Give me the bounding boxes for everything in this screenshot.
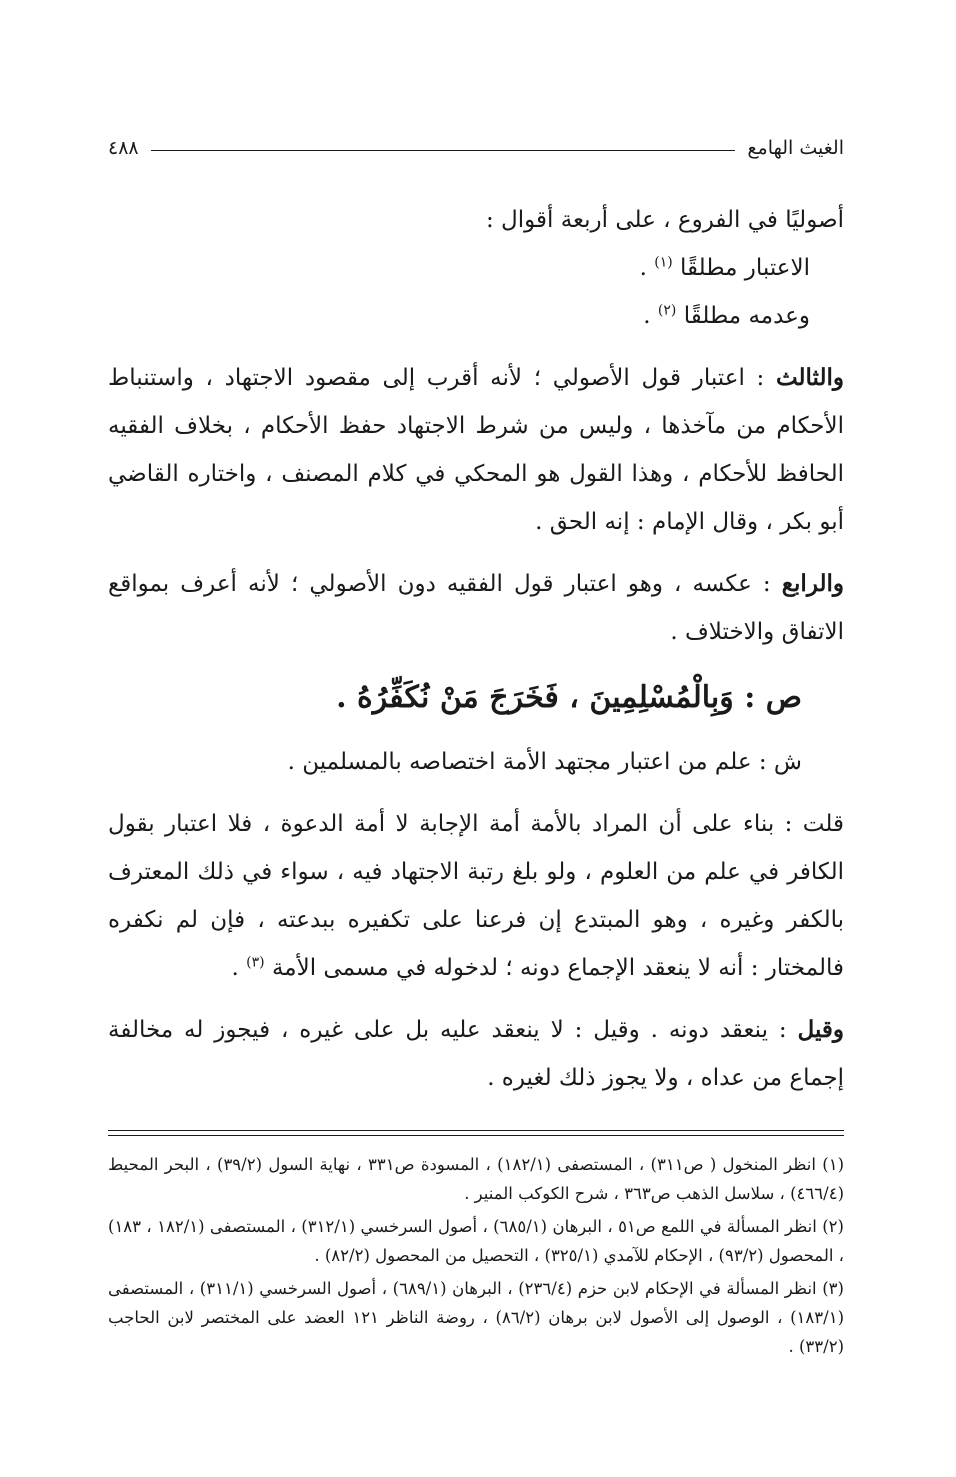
third-label: والثالث (775, 364, 844, 391)
qultu-paragraph: قلت : بناء على أن المراد بالأمة أمة الإجابة لا أمة الدعوة ، فلا اعتبار بقول الكافر في علم من العلوم ، ولو بلغ رتبة الاجتهاد فيه ، سواء في ذلك المعترف بالكفر وغيره ، وهو المبتدع إن فرعنا على تكفيره ببدعته ، فإن لم نكفره فالمختار : أنه لا ينعقد الإجماع دونه ؛ لدخوله في مسمى الأمة $^{(٣)}$ . (108, 811, 844, 981)
footnote-ref-2: (٢) (657, 302, 677, 319)
fourth-opinion-paragraph: والرابع : عكسه ، وهو اعتبار قول الفقيه دون الأصولي ؛ لأنه أعرف بمواقع الاتفاق والاختلاف . (108, 570, 845, 645)
matn-quote: ص : وَبِالْمُسْلِمِينَ ، فَخَرَجَ مَنْ نُكَفِّرُهُ . (336, 680, 802, 715)
footnote-separator (108, 1130, 844, 1136)
running-header (108, 130, 844, 166)
footnote-ref-3: (٣) (246, 954, 265, 971)
page-number: ٤٨٨ (108, 137, 139, 159)
book-title: الغيث الهامع (747, 137, 844, 159)
main-text (108, 196, 844, 1102)
book-page (108, 130, 844, 1365)
list-item-1: الاعتبار مطلقًا $^{(١)}$ . (639, 254, 810, 281)
fourth-label: والرابع (781, 570, 845, 597)
footnotes (108, 1150, 844, 1361)
footnote-1: (١) انظر المنخول ( ص٣١١) ، المستصفى (١٨٢/١) ، المسودة ص٣٣١ ، نهاية السول (٣٩/٢) ، البحر المحيط (٤٦٦/٤) ، سلاسل الذهب ص٣٦٣ ، شرح الكوكب المنير . (108, 1155, 844, 1203)
intro-line: أصوليًا في الفروع ، على أربعة أقوال : (485, 207, 844, 233)
sharh-line: ش : علم من اعتبار مجتهد الأمة اختصاصه بالمسلمين . (287, 749, 802, 775)
list-item-2: وعدمه مطلقًا $^{(٢)}$ . (643, 302, 810, 329)
footnote-ref-1: (١) (654, 254, 673, 271)
qila-paragraph: وقيل : ينعقد دونه . وقيل : لا ينعقد عليه بل على غيره ، فيجوز له مخالفة إجماع من عداه ، ولا يجوز ذلك لغيره . (108, 1016, 844, 1091)
third-opinion-paragraph: والثالث : اعتبار قول الأصولي ؛ لأنه أقرب إلى مقصود الاجتهاد ، واستنباط الأحكام من مآخذها ، وليس من شرط الاجتهاد حفظ الأحكام ، بخلاف الفقيه الحافظ للأحكام ، وهذا القول هو المحكي في كلام المصنف ، واختاره القاضي أبو بكر ، وقال الإمام : إنه الحق . (108, 364, 844, 535)
footnote-3: (٣) انظر المسألة في الإحكام لابن حزم (٢٣٦/٤) ، البرهان (٦٨٩/١) ، أصول السرخسي (٣١١/١) ، المستصفى (١٨٣/١) ، الوصول إلى الأصول لابن برهان (٨٦/٢) ، روضة الناظر ١٢١ العضد على المختصر لابن الحاجب (٣٣/٢) . (108, 1279, 844, 1356)
footnote-2: (٢) انظر المسألة في اللمع ص٥١ ، البرهان (٦٨٥/١) ، أصول السرخسي (٣١٢/١) ، المستصفى (١٨٢/١ ، ١٨٣) ، المحصول (٩٣/٢) ، الإحكام للآمدي (٣٢٥/١) ، التحصيل من المحصول (٨٢/٢) . (108, 1217, 844, 1265)
header-rule (151, 150, 736, 151)
qila-label: وقيل (797, 1016, 844, 1043)
